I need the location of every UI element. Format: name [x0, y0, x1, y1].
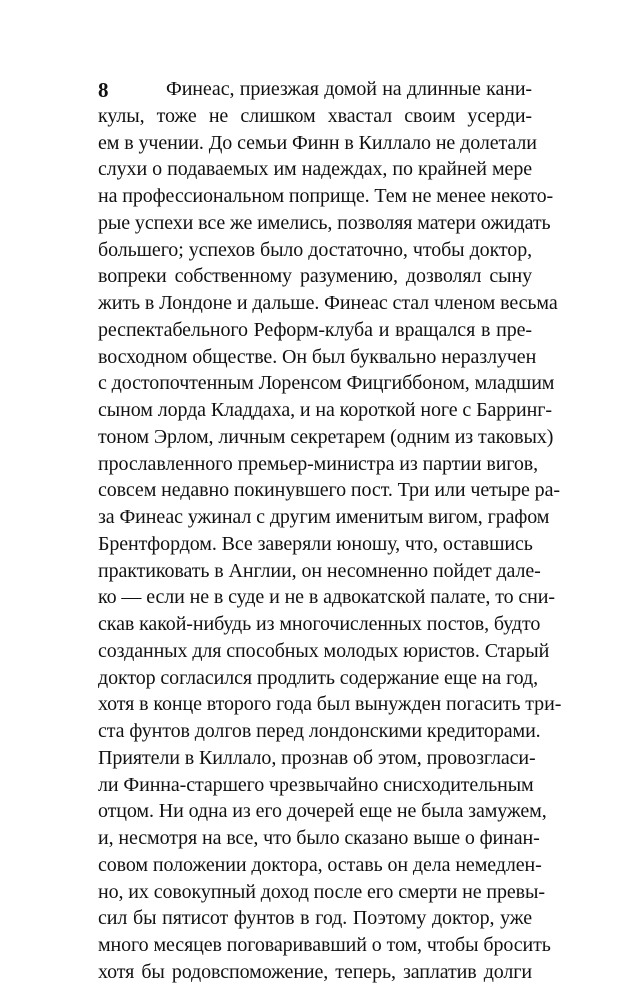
text-line: кулы, тоже не слишком хвастал своим усерди-: [98, 104, 532, 127]
text-line: тоном Эрлом, личным секретарем (одним из таковых): [98, 425, 554, 448]
text-line: восходном обществе. Он был буквально неразлучен: [98, 345, 537, 368]
text-line: ем в учении. До семьи Финн в Киллало не долетали: [98, 131, 537, 154]
text-line: вопреки собственному разумению, дозволял сыну: [98, 265, 532, 288]
text-line: большего; успехов было достаточно, чтобы доктор,: [98, 238, 532, 261]
text-line: доктор согласился продлить содержание еще на год,: [98, 666, 538, 689]
text-line: Приятели в Киллало, прознав об этом, провозгласи-: [98, 746, 536, 769]
text-line: ли Финна-старшего чрезвычайно снисходительным: [98, 773, 534, 796]
text-line: жить в Лондоне и дальше. Финеас стал членом весьма: [98, 292, 558, 314]
text-line: ста фунтов долгов перед лондонскими кредиторами.: [98, 720, 541, 742]
text-line: скав какой-нибудь из многочисленных постов, будто: [98, 613, 541, 635]
text-line: ко — если не в суде и не в адвокатской палате, то сни-: [98, 586, 555, 609]
text-line: прославленного премьер-министра из партии вигов,: [98, 452, 539, 475]
text-line: сыном лорда Кладдаха, и на короткой ноге с Барринг-: [98, 399, 552, 421]
text-line: респектабельного Реформ-клуба и вращался в пре-: [98, 318, 532, 341]
text-line: много месяцев поговаривавший о том, чтобы бросить: [98, 934, 551, 956]
text-line: рые успехи все же имелись, позволяя матери ожидать: [98, 211, 551, 234]
text-line: за Финеас ужинал с другим именитым вигом, графом: [98, 506, 550, 528]
body-text: [98, 76, 562, 986]
text-line: отцом. Ни одна из его дочерей еще не была замужем,: [98, 800, 547, 823]
page-number: 8: [98, 78, 109, 102]
text-line: созданных для способных молодых юристов. Старый: [98, 639, 550, 662]
text-line: Брентфордом. Все заверяли юношу, что, оставшись: [98, 532, 533, 555]
text-line: но, их совокупный доход после его смерти не превы-: [98, 880, 545, 903]
text-line: совсем недавно покинувшего пост. Три или четыре ра-: [98, 479, 560, 502]
text-line: хотя бы родовспоможение, теперь, заплатив долги: [98, 960, 532, 983]
text-line: хотя в конце второго года был вынужден погасить три-: [98, 693, 562, 716]
text-line: и, несмотря на все, что было сказано выше о финан-: [98, 827, 540, 849]
text-line: с достопочтенным Лоренсом Фицгиббоном, младшим: [98, 372, 555, 395]
text-line: совом положении доктора, оставь он дела немедлен-: [98, 853, 542, 876]
text-line: практиковать в Англии, он несомненно пойдет дале-: [98, 559, 541, 582]
text-line: слухи о подаваемых им надеждах, по крайней мере: [98, 158, 532, 181]
text-line: сил бы пятисот фунтов в год. Поэтому доктор, уже: [98, 907, 532, 930]
text-line: Финеас, приезжая домой на длинные кани-: [166, 78, 532, 100]
text-line: на профессиональном поприще. Тем не менее некото-: [98, 185, 554, 207]
